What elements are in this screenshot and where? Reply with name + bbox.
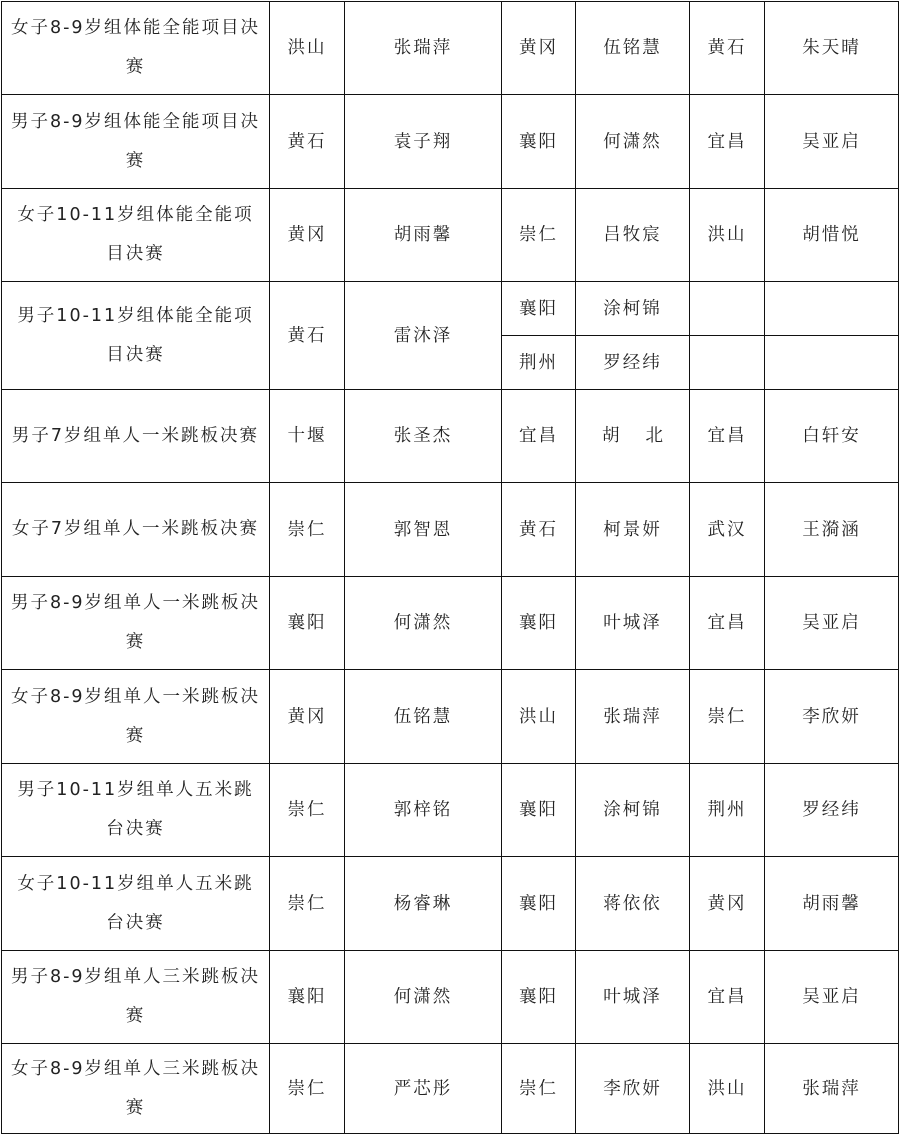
third-place-city: 崇仁 [690, 670, 765, 764]
first-place-name: 何潇然 [345, 577, 502, 670]
table-row [2, 95, 899, 189]
event-name: 女子8-9岁组单人一米跳板决赛 [2, 670, 270, 764]
third-place-name: 胡雨馨 [765, 857, 899, 951]
event-name: 男子8-9岁组体能全能项目决赛 [2, 95, 270, 189]
second-place-city: 崇仁 [502, 189, 576, 282]
second-place-city: 襄阳 [502, 857, 576, 951]
third-place-city: 宜昌 [690, 577, 765, 670]
third-place-city: 黄冈 [690, 857, 765, 951]
third-place-name: 胡惜悦 [765, 189, 899, 282]
third-place-city: 洪山 [690, 189, 765, 282]
third-place-city: 宜昌 [690, 390, 765, 483]
event-name: 女子8-9岁组单人三米跳板决赛 [2, 1044, 270, 1134]
third-place-name: 吴亚启 [765, 95, 899, 189]
second-place-name: 胡北 [576, 390, 690, 483]
first-place-city: 崇仁 [270, 764, 345, 857]
second-place-name: 蒋依依 [576, 857, 690, 951]
second-place-name: 涂柯锦 [576, 282, 690, 336]
first-place-name: 张瑞萍 [345, 2, 502, 95]
event-name: 女子10-11岁组单人五米跳台决赛 [2, 857, 270, 951]
empty-cell [765, 282, 899, 336]
second-place-city: 襄阳 [502, 764, 576, 857]
event-name: 男子10-11岁组单人五米跳台决赛 [2, 764, 270, 857]
event-name: 男子8-9岁组单人一米跳板决赛 [2, 577, 270, 670]
second-place-name: 伍铭慧 [576, 2, 690, 95]
third-place-city: 荆州 [690, 764, 765, 857]
table-row [2, 2, 899, 95]
third-place-name: 王漪涵 [765, 483, 899, 577]
third-place-name: 吴亚启 [765, 951, 899, 1044]
second-place-city: 洪山 [502, 670, 576, 764]
first-place-city: 黄石 [270, 282, 345, 390]
third-place-city: 黄石 [690, 2, 765, 95]
second-place-name: 叶城泽 [576, 951, 690, 1044]
second-place-name: 李欣妍 [576, 1044, 690, 1134]
first-place-name: 袁子翔 [345, 95, 502, 189]
table-row [2, 483, 899, 577]
first-place-city: 十堰 [270, 390, 345, 483]
second-place-city: 襄阳 [502, 282, 576, 336]
first-place-city: 洪山 [270, 2, 345, 95]
empty-cell [690, 336, 765, 390]
first-place-city: 黄冈 [270, 670, 345, 764]
event-name: 男子8-9岁组单人三米跳板决赛 [2, 951, 270, 1044]
second-place-city: 宜昌 [502, 390, 576, 483]
first-place-name: 杨睿琳 [345, 857, 502, 951]
table-row [2, 857, 899, 951]
second-place-name: 何潇然 [576, 95, 690, 189]
second-place-city: 黄石 [502, 483, 576, 577]
second-place-name: 柯景妍 [576, 483, 690, 577]
second-place-name: 张瑞萍 [576, 670, 690, 764]
first-place-city: 崇仁 [270, 857, 345, 951]
third-place-name: 李欣妍 [765, 670, 899, 764]
first-place-name: 胡雨馨 [345, 189, 502, 282]
second-place-name: 吕牧宸 [576, 189, 690, 282]
second-place-name: 罗经纬 [576, 336, 690, 390]
event-name: 女子7岁组单人一米跳板决赛 [2, 483, 270, 577]
first-place-city: 崇仁 [270, 483, 345, 577]
third-place-name: 张瑞萍 [765, 1044, 899, 1134]
table-row [2, 670, 899, 764]
third-place-name: 朱天晴 [765, 2, 899, 95]
first-place-city: 黄冈 [270, 189, 345, 282]
second-place-name: 叶城泽 [576, 577, 690, 670]
second-place-city: 襄阳 [502, 577, 576, 670]
first-place-name: 何潇然 [345, 951, 502, 1044]
third-place-city: 武汉 [690, 483, 765, 577]
event-name: 女子10-11岁组体能全能项目决赛 [2, 189, 270, 282]
table-row [2, 951, 899, 1044]
second-place-city: 黄冈 [502, 2, 576, 95]
first-place-city: 黄石 [270, 95, 345, 189]
empty-cell [765, 336, 899, 390]
first-place-name: 郭梓铭 [345, 764, 502, 857]
first-place-name: 雷沐泽 [345, 282, 502, 390]
empty-cell [690, 282, 765, 336]
third-place-name: 罗经纬 [765, 764, 899, 857]
table-row [2, 577, 899, 670]
second-place-city: 襄阳 [502, 951, 576, 1044]
third-place-city: 宜昌 [690, 951, 765, 1044]
event-name: 男子7岁组单人一米跳板决赛 [2, 390, 270, 483]
first-place-name: 郭智恩 [345, 483, 502, 577]
event-name: 男子10-11岁组体能全能项目决赛 [2, 282, 270, 390]
third-place-name: 吴亚启 [765, 577, 899, 670]
first-place-name: 张圣杰 [345, 390, 502, 483]
event-name: 女子8-9岁组体能全能项目决赛 [2, 2, 270, 95]
first-place-city: 襄阳 [270, 951, 345, 1044]
first-place-name: 严芯彤 [345, 1044, 502, 1134]
table-row [2, 1044, 899, 1134]
third-place-name: 白轩安 [765, 390, 899, 483]
second-place-name: 涂柯锦 [576, 764, 690, 857]
third-place-city: 洪山 [690, 1044, 765, 1134]
results-table [1, 1, 899, 1134]
second-place-city: 荆州 [502, 336, 576, 390]
table-row [2, 390, 899, 483]
second-place-city: 襄阳 [502, 95, 576, 189]
first-place-city: 襄阳 [270, 577, 345, 670]
first-place-city: 崇仁 [270, 1044, 345, 1134]
second-place-city: 崇仁 [502, 1044, 576, 1134]
third-place-city: 宜昌 [690, 95, 765, 189]
first-place-name: 伍铭慧 [345, 670, 502, 764]
table-row [2, 764, 899, 857]
table-row [2, 189, 899, 282]
table-row [2, 282, 899, 336]
